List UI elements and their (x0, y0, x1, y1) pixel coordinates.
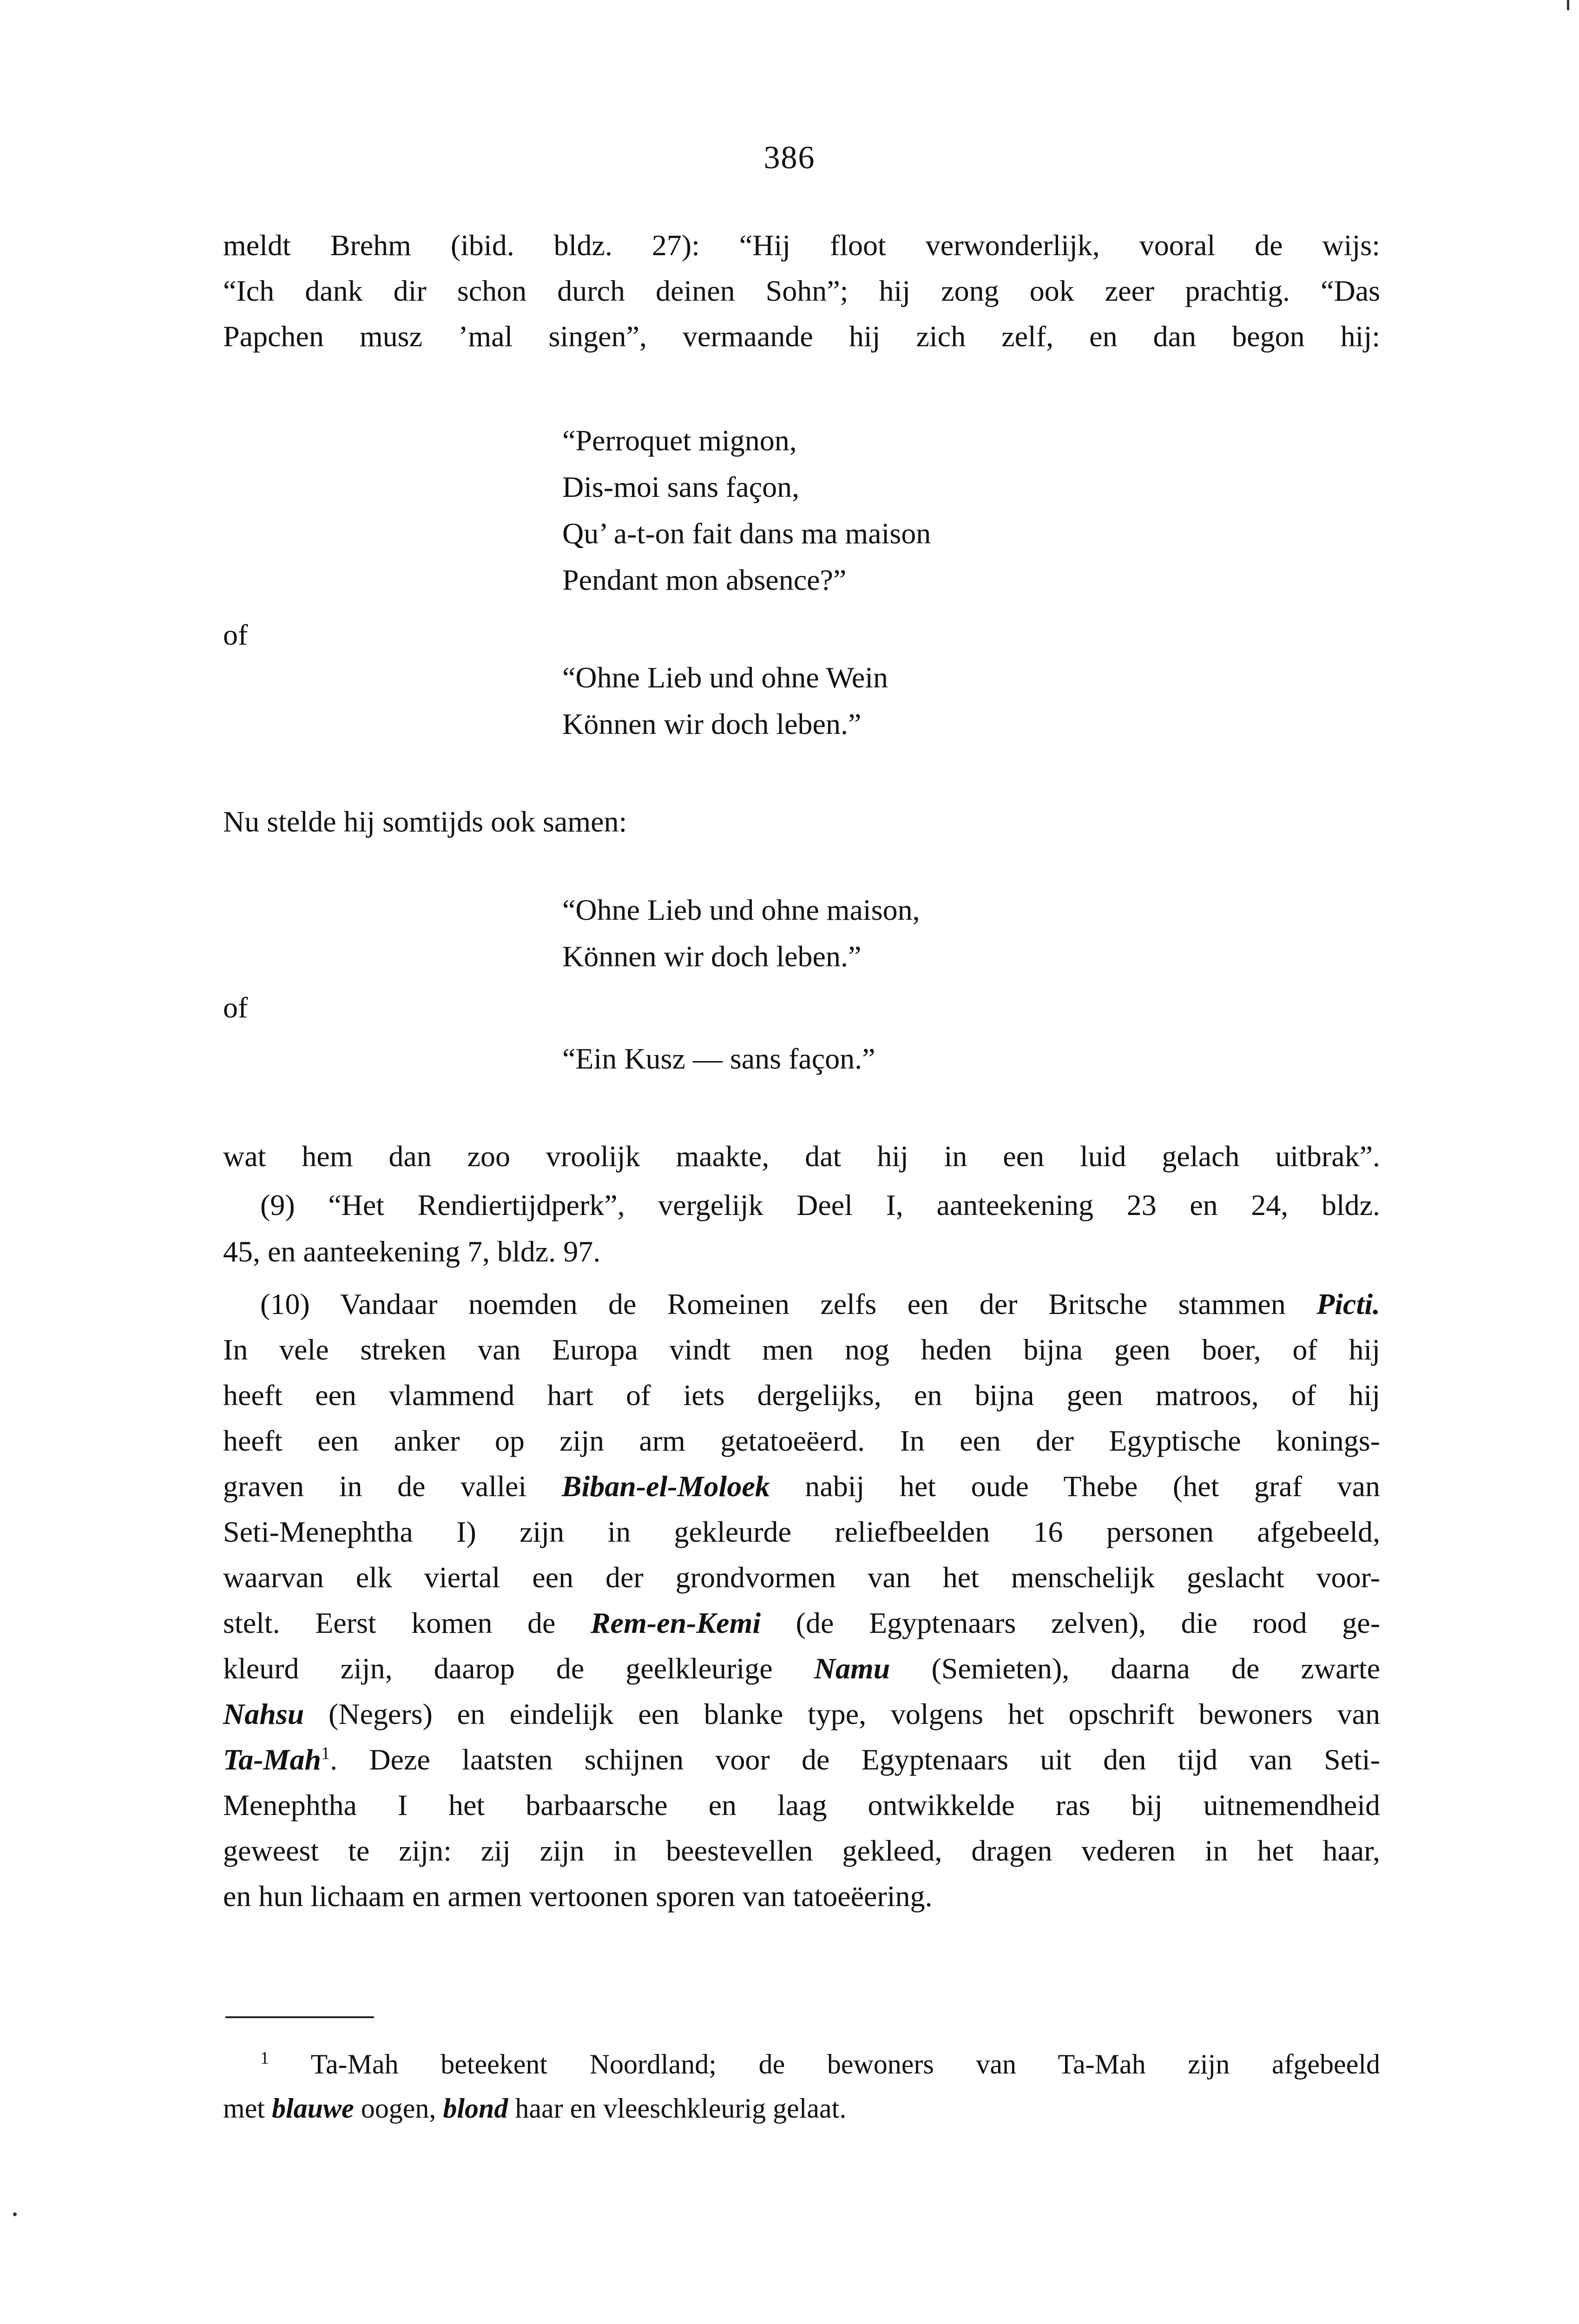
scan-speck (13, 2212, 17, 2216)
conjunction-of: of (223, 618, 248, 651)
verse-line: Können wir doch leben.” (562, 707, 862, 740)
term-nahsu: Nahsu (223, 1697, 304, 1730)
footnote-ref: 1 (321, 1743, 330, 1763)
verse-line: “Ein Kusz — sans façon.” (562, 1042, 875, 1075)
note-10-line: waarvan elk viertal een der grondvormen van het menschelijk geslacht voor- (223, 1561, 1380, 1594)
note-10-line: Ta-Mah$^1$. Deze laatsten schijnen voor de Egyptenaars uit den tijd van Seti- (223, 1743, 1380, 1776)
text-line: Papchen musz ’mal singen”, vermaande hij zich zelf, en dan begon hij: (223, 320, 1380, 353)
note-10-line: stelt. Eerst komen de Rem-en-Kemi (de Egyptenaars zelven), die rood ge- (223, 1606, 1381, 1639)
note-10-line: Menephtha I het barbaarsche en laag ontwikkelde ras bij uitnemendheid (223, 1789, 1380, 1822)
term-biban-el-moloek: Biban-el-Moloek (561, 1470, 770, 1503)
note-9-line: (9) “Het Rendiertijdperk”, vergelijk Deel I, aanteekening 23 en 24, bldz. (260, 1188, 1380, 1221)
verse-line: “Ohne Lieb und ohne Wein (562, 661, 888, 694)
verse-line: “Perroquet mignon, (562, 424, 797, 457)
note-10-line: heeft een anker op zijn arm getatoeëerd. In een der Egyptische konings- (223, 1424, 1380, 1457)
footnote-marker: 1 (260, 2048, 269, 2068)
term-picti: Picti. (1316, 1287, 1380, 1320)
footnote-rule (225, 2016, 374, 2018)
note-10-line: en hun lichaam en armen vertoonen sporen van tatoeëering. (223, 1880, 933, 1913)
note-10-line: graven in de vallei Biban-el-Moloek nabij het oude Thebe (het graf van (223, 1470, 1381, 1503)
note-10-line: In vele streken van Europa vindt men nog heden bijna geen boer, of hij (223, 1333, 1380, 1366)
note-10-line: heeft een vlammend hart of iets dergelijks, en bijna geen matroos, of hij (223, 1379, 1380, 1412)
conjunction-of: of (223, 991, 248, 1024)
note-10-line: Nahsu (Negers) en eindelijk een blanke type, volgens het opschrift bewoners van (223, 1697, 1380, 1730)
term-ta-mah: Ta-Mah (223, 1743, 322, 1776)
term-blond: blond (443, 2093, 508, 2124)
verse-line: Pendant mon absence?” (562, 563, 847, 596)
footnote-line: met blauwe oogen, blond haar en vleeschkleurig gelaat. (223, 2093, 847, 2124)
scan-speck (1567, 0, 1569, 10)
note-10-line: geweest te zijn: zij zijn in beestevellen gekleed, dragen vederen in het haar, (223, 1834, 1380, 1867)
verse-line: Qu’ a-t-on fait dans ma maison (562, 517, 931, 550)
page-number: 386 (763, 140, 816, 176)
verse-line: “Ohne Lieb und ohne maison, (562, 893, 920, 926)
footnote-line: $^1$ Ta-Mah beteekent Noordland; de bewoners van Ta-Mah zijn afgebeeld (260, 2048, 1380, 2080)
note-9-line: 45, en aanteekening 7, bldz. 97. (223, 1235, 601, 1268)
note-10-line: kleurd zijn, daarop de geelkleurige Namu (Semieten), daarna de zwarte (223, 1652, 1381, 1685)
text-line: wat hem dan zoo vroolijk maakte, dat hij in een luid gelach uitbrak”. (223, 1140, 1380, 1173)
term-rem-en-kemi: Rem-en-Kemi (590, 1606, 761, 1639)
note-10-line: Seti-Menephtha I) zijn in gekleurde reliefbeelden 16 personen afgebeeld, (223, 1515, 1380, 1548)
term-namu: Namu (814, 1652, 890, 1685)
verse-line: Können wir doch leben.” (562, 940, 862, 973)
note-10-line: (10) Vandaar noemden de Romeinen zelfs een der Britsche stammen Picti. (260, 1287, 1380, 1320)
verse-line: Dis-moi sans façon, (562, 470, 800, 503)
text-line: meldt Brehm (ibid. bldz. 27): “Hij floot verwonderlijk, vooral de wijs: (223, 229, 1380, 262)
text-line: Nu stelde hij somtijds ook samen: (223, 805, 627, 838)
term-blauwe: blauwe (271, 2093, 354, 2124)
text-line: “Ich dank dir schon durch deinen Sohn”; hij zong ook zeer prachtig. “Das (223, 274, 1380, 307)
